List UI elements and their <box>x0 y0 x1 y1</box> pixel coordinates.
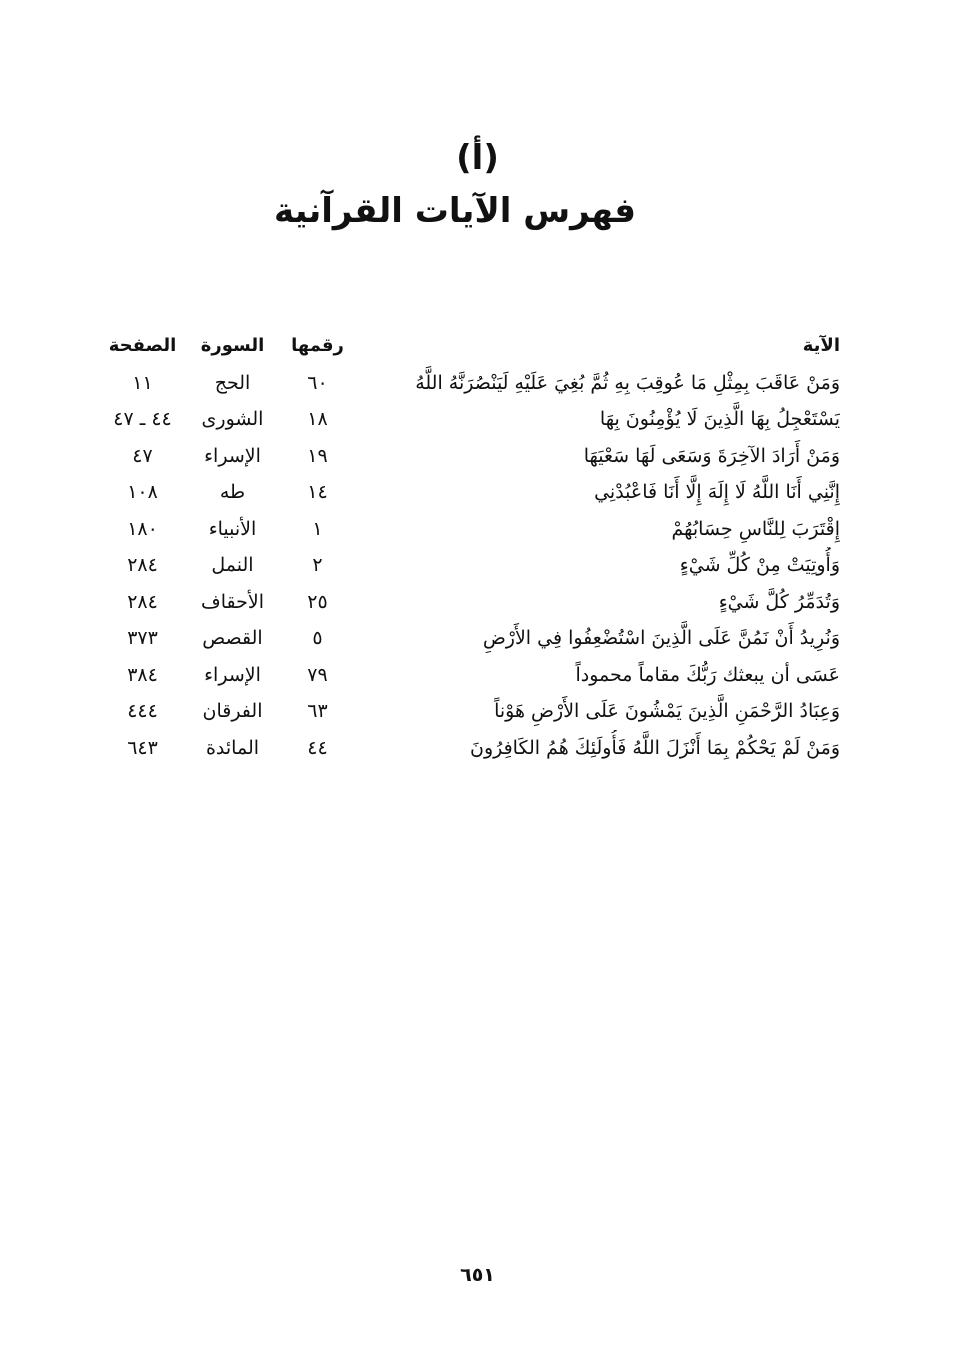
page-title: فهرس الآيات القرآنية <box>273 191 637 231</box>
table-row <box>95 547 840 584</box>
table-row <box>95 620 840 657</box>
verse-number-cell: ٤٤ <box>307 736 328 759</box>
header-surah: السورة <box>200 335 265 357</box>
verse-cell: وَنُرِيدُ أَنْ نَمُنَّ عَلَى الَّذِينَ اسْتُضْعِفُوا فِي الأَرْضِ <box>482 627 840 650</box>
header-verse: الآية <box>802 335 840 357</box>
surah-cell: القصص <box>202 627 263 650</box>
surah-cell: الحج <box>214 371 251 394</box>
verse-number-cell: ٢ <box>312 554 323 577</box>
verse-cell: وَمَنْ عَاقَبَ بِمِثْلِ مَا عُوقِبَ بِهِ ثُمَّ بُغِيَ عَلَيْهِ لَيَنْصُرَنَّهُ اللَّهُ <box>415 371 840 394</box>
verse-cell: عَسَى أن يبعثك رَبُّكَ مقاماً محموداً <box>575 663 840 686</box>
verse-cell: إِقْتَرَبَ لِلنَّاسِ حِسَابُهُمْ <box>671 517 840 540</box>
verse-number-cell: ٢٥ <box>307 590 328 613</box>
page-cell: ٤٧ <box>132 444 153 467</box>
table-row <box>95 730 840 767</box>
verse-number-cell: ١٨ <box>307 408 328 431</box>
table-row <box>95 438 840 475</box>
surah-cell: الفرقان <box>202 700 263 723</box>
surah-cell: المائدة <box>205 736 260 759</box>
page-cell: ١٠٨ <box>127 481 158 504</box>
verse-number-cell: ١ <box>312 517 323 540</box>
header-page: الصفحة <box>108 335 177 357</box>
verses-index-table <box>95 328 840 766</box>
verse-cell: وَتُدَمِّرُ كُلَّ شَيْءٍ <box>718 590 840 613</box>
page-cell: ٢٨٤ <box>127 554 158 577</box>
surah-cell: الأحقاف <box>201 590 264 613</box>
verse-cell: وَعِبَادُ الرَّحْمَنِ الَّذِينَ يَمْشُونَ عَلَى الأَرْضِ هَوْناً <box>494 700 840 723</box>
verse-number-cell: ١٩ <box>307 444 328 467</box>
header-number: رقمها <box>291 335 344 357</box>
table-row <box>95 401 840 438</box>
verse-cell: وَمَنْ لَمْ يَحْكُمْ بِمَا أَنْزَلَ اللَّهُ فَأُولَئِكَ هُمُ الكَافِرُونَ <box>469 736 840 759</box>
page-cell: ٣٨٤ <box>127 663 158 686</box>
surah-cell: الأنبياء <box>208 517 257 540</box>
table-row <box>95 657 840 694</box>
verse-number-cell: ٦٠ <box>307 371 328 394</box>
verse-number-cell: ٧٩ <box>307 663 328 686</box>
page-cell: ٤٤ ـ ٤٧ <box>113 408 172 431</box>
page-cell: ٣٧٣ <box>127 627 158 650</box>
table-row <box>95 474 840 511</box>
verse-cell: وَمَنْ أَرَادَ الآخِرَةَ وَسَعَى لَهَا سَعْيَهَا <box>583 444 840 467</box>
verse-number-cell: ٦٣ <box>307 700 328 723</box>
index-number: (أ) <box>456 138 499 178</box>
verse-cell: يَسْتَعْجِلُ بِهَا الَّذِينَ لَا يُؤْمِنُونَ بِهَا <box>599 408 840 431</box>
verse-number-cell: ١٤ <box>307 481 328 504</box>
page-cell: ٤٤٤ <box>127 700 158 723</box>
surah-cell: الإسراء <box>204 444 261 467</box>
page-cell: ٢٨٤ <box>127 590 158 613</box>
table-row <box>95 584 840 621</box>
table-row <box>95 365 840 402</box>
surah-cell: الشورى <box>201 408 264 431</box>
table-header-row <box>95 328 840 365</box>
table-row <box>95 693 840 730</box>
surah-cell: النمل <box>211 554 254 577</box>
verse-number-cell: ٥ <box>312 627 323 650</box>
surah-cell: طه <box>219 481 246 504</box>
table-row <box>95 511 840 548</box>
page-cell: ١٨٠ <box>127 517 158 540</box>
page-cell: ١١ <box>132 371 153 394</box>
surah-cell: الإسراء <box>204 663 261 686</box>
page-cell: ٦٤٣ <box>127 736 158 759</box>
verse-cell: إِنَّنِي أَنَا اللَّهُ لَا إِلَهَ إِلَّا أَنَا فَاعْبُدْنِي <box>594 481 840 504</box>
verse-cell: وَأُوتِيَتْ مِنْ كُلِّ شَيْءٍ <box>679 554 840 577</box>
page-number: ٦٥١ <box>460 1264 495 1286</box>
